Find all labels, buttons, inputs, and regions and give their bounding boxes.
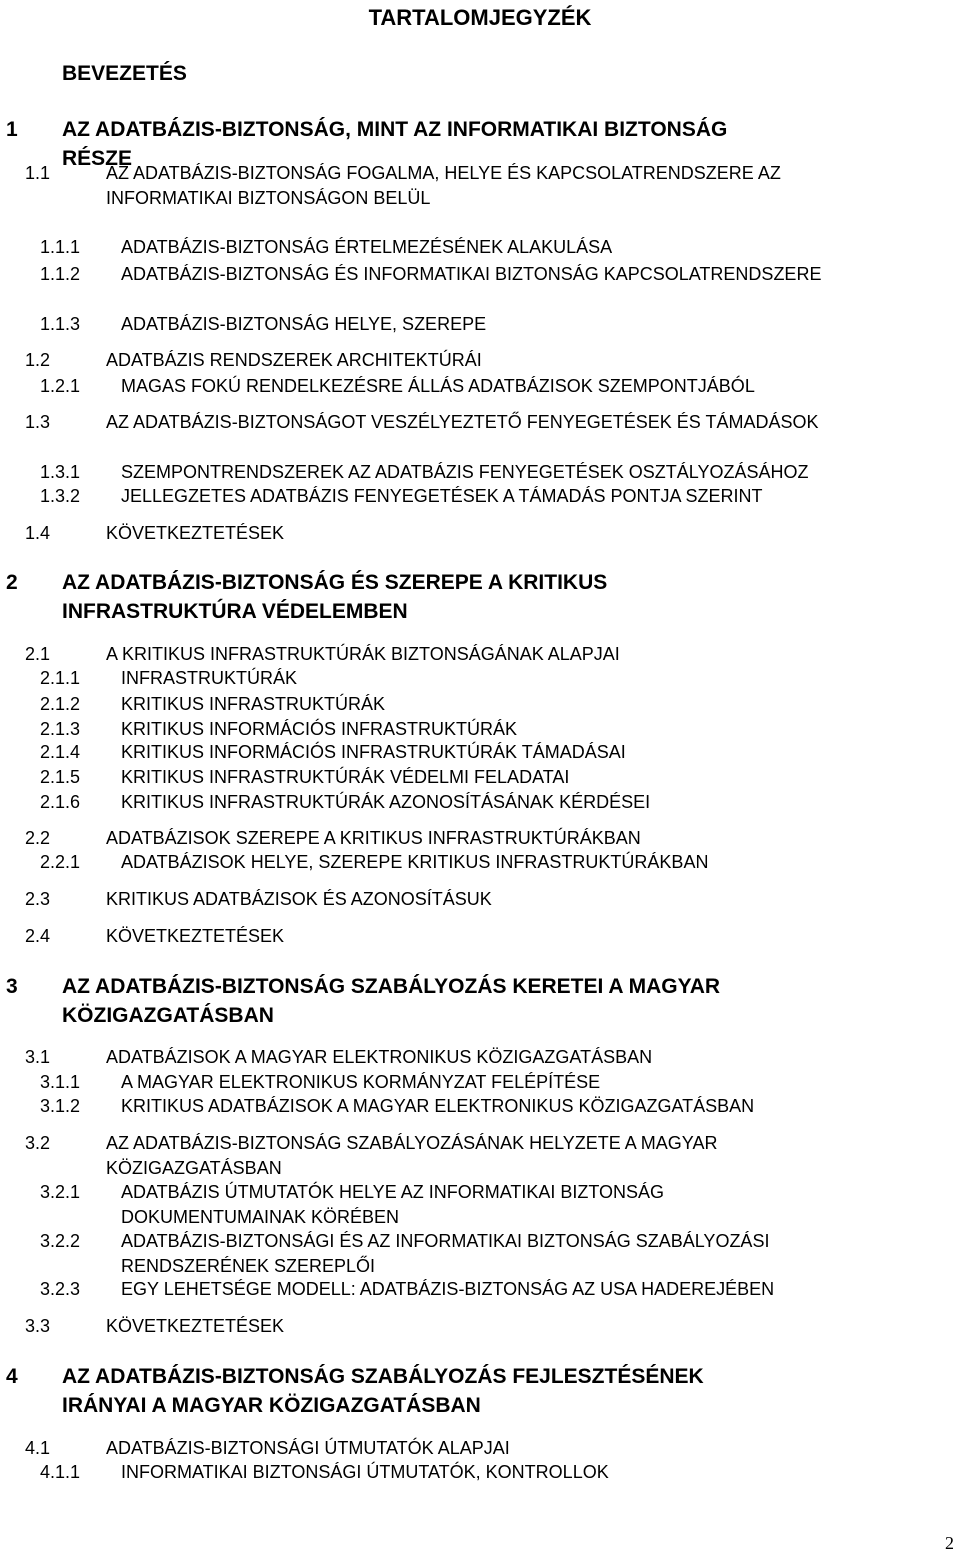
- toc-entry-line: [0, 1229, 960, 1253]
- toc-entry-number: 1.3: [25, 412, 51, 432]
- toc-entry-title: AZ ADATBÁZIS-BIZTONSÁG SZABÁLYOZÁS FEJLESZTÉSÉNEK: [62, 1365, 704, 1388]
- toc-entry-title: ADATBÁZIS-BIZTONSÁG ÉS INFORMATIKAI BIZTONSÁG KAPCSOLATRENDSZERE: [121, 264, 822, 284]
- toc-entry-title: ADATBÁZISOK SZEREPE A KRITIKUS INFRASTRUKTÚRÁKBAN: [106, 828, 641, 848]
- toc-entry-line: [0, 1045, 960, 1069]
- toc-entry-title: ADATBÁZIS-BIZTONSÁGI ÚTMUTATÓK ALAPJAI: [106, 1438, 510, 1458]
- toc-entry-line: [0, 1180, 960, 1204]
- toc-entry-line: [0, 666, 960, 690]
- toc-entry-title: ADATBÁZISOK HELYE, SZEREPE KRITIKUS INFRASTRUKTÚRÁKBAN: [121, 852, 709, 872]
- toc-entry-title: AZ ADATBÁZIS-BIZTONSÁG, MINT AZ INFORMATIKAI BIZTONSÁG: [62, 118, 728, 141]
- toc-entry-line: [0, 1004, 960, 1028]
- toc-entry-number: 3.2.2: [40, 1231, 81, 1251]
- toc-entry-line: [0, 287, 960, 311]
- toc-entry-line: [0, 161, 960, 185]
- toc-entry-title: ADATBÁZIS RENDSZEREK ARCHITEKTÚRÁI: [106, 350, 482, 370]
- toc-entry-line: [0, 1254, 960, 1278]
- toc-entry-number: 2: [6, 571, 18, 594]
- toc-entry-line: [0, 924, 960, 948]
- toc-entry-title: KRITIKUS INFORMÁCIÓS INFRASTRUKTÚRÁK TÁMADÁSAI: [121, 742, 626, 762]
- toc-entry-title: AZ ADATBÁZIS-BIZTONSÁG SZABÁLYOZÁS KERETEI A MAGYAR: [62, 975, 721, 998]
- toc-entry-number: 3.1: [25, 1047, 51, 1067]
- toc-entry-title: KÖVETKEZTETÉSEK: [106, 926, 285, 946]
- toc-entry-title: RÉSZE: [62, 147, 133, 170]
- toc-entry-line: [0, 1436, 960, 1460]
- toc-entry-title: ADATBÁZISOK A MAGYAR ELEKTRONIKUS KÖZIGAZGATÁSBAN: [106, 1047, 653, 1067]
- toc-entry-title: MAGAS FOKÚ RENDELKEZÉSRE ÁLLÁS ADATBÁZISOK SZEMPONTJÁBÓL: [121, 376, 755, 396]
- toc-entry-number: 1.1.2: [40, 264, 81, 284]
- toc-entry-line: [0, 62, 960, 86]
- toc-entry-line: [0, 850, 960, 874]
- toc-entry-title: KRITIKUS INFRASTRUKTÚRÁK VÉDELMI FELADATAI: [121, 767, 570, 787]
- toc-entry-number: 3.1.2: [40, 1096, 81, 1116]
- toc-entry-number: 3.2: [25, 1133, 51, 1153]
- toc-entry-title: RENDSZERÉNEK SZEREPLŐI: [121, 1256, 376, 1276]
- toc-entry-title: AZ ADATBÁZIS-BIZTONSÁGOT VESZÉLYEZTETŐ FENYEGETÉSEK ÉS TÁMADÁSOK: [106, 412, 819, 432]
- toc-entry-line: [0, 740, 960, 764]
- toc-entry-line: [0, 790, 960, 814]
- toc-entry-title: KRITIKUS INFRASTRUKTÚRÁK AZONOSÍTÁSÁNAK KÉRDÉSEI: [121, 792, 651, 812]
- toc-entry-line: [0, 348, 960, 372]
- toc-entry-number: 1.3.1: [40, 462, 81, 482]
- toc-entry-line: [0, 1070, 960, 1094]
- toc-entry-number: 2.1.4: [40, 742, 81, 762]
- toc-entry-title: KÖVETKEZTETÉSEK: [106, 1316, 285, 1336]
- toc-entry-number: 1.1.3: [40, 314, 81, 334]
- toc-entry-line: [0, 460, 960, 484]
- toc-entry-number: 1.1: [25, 163, 51, 183]
- toc-entry-title: SZEMPONTRENDSZEREK AZ ADATBÁZIS FENYEGETÉSEK OSZTÁLYOZÁSÁHOZ: [121, 462, 809, 482]
- toc-entry-line: [0, 1277, 960, 1301]
- toc-entry-number: 2.2.1: [40, 852, 81, 872]
- page-number: 2: [945, 1533, 954, 1553]
- toc-entry-number: 4.1.1: [40, 1462, 81, 1482]
- toc-entry-line: [0, 1205, 960, 1229]
- toc-entry-title: KÖZIGAZGATÁSBAN: [62, 1004, 274, 1027]
- toc-entry-number: 2.1.3: [40, 719, 81, 739]
- toc-entry-number: 1.1.1: [40, 237, 81, 257]
- toc-entry-title: AZ ADATBÁZIS-BIZTONSÁG SZABÁLYOZÁSÁNAK HELYZETE A MAGYAR: [106, 1133, 718, 1153]
- toc-entry-line: [0, 826, 960, 850]
- toc-entry-title: BEVEZETÉS: [62, 62, 187, 85]
- toc-entry-line: [0, 765, 960, 789]
- toc-entry-title: ADATBÁZIS ÚTMUTATÓK HELYE AZ INFORMATIKAI BIZTONSÁG: [121, 1182, 665, 1202]
- toc-entry-number: 1.3.2: [40, 486, 81, 506]
- toc-entry-number: 4.1: [25, 1438, 51, 1458]
- toc-entry-line: [0, 887, 960, 911]
- toc-entry-title: A MAGYAR ELEKTRONIKUS KORMÁNYZAT FELÉPÍTÉSE: [121, 1072, 601, 1092]
- toc-entry-number: 2.1.6: [40, 792, 81, 812]
- toc-entry-line: [0, 186, 960, 210]
- toc-entry-number: 3.1.1: [40, 1072, 81, 1092]
- toc-entry-number: 2.1.2: [40, 694, 81, 714]
- toc-entry-title: AZ ADATBÁZIS-BIZTONSÁG FOGALMA, HELYE ÉS KAPCSOLATRENDSZERE AZ: [106, 163, 781, 183]
- toc-entry-line: [0, 435, 960, 459]
- toc-entry-line: [0, 312, 960, 336]
- toc-entry-number: 1.2: [25, 350, 51, 370]
- toc-entry-number: 1: [6, 118, 18, 141]
- toc-entry-line: [0, 374, 960, 398]
- toc-entry-title: DOKUMENTUMAINAK KÖRÉBEN: [121, 1207, 400, 1227]
- toc-entry-line: [0, 717, 960, 741]
- toc-entry-number: 1.2.1: [40, 376, 81, 396]
- toc-entry-title: KRITIKUS ADATBÁZISOK ÉS AZONOSÍTÁSUK: [106, 889, 492, 909]
- toc-entry-title: KÖZIGAZGATÁSBAN: [106, 1158, 282, 1178]
- toc-entry-number: 2.1: [25, 644, 51, 664]
- toc-entry-number: 1.4: [25, 523, 51, 543]
- toc-entry-title: ADATBÁZIS-BIZTONSÁG ÉRTELMEZÉSÉNEK ALAKULÁSA: [121, 237, 613, 257]
- toc-entry-title: KÖVETKEZTETÉSEK: [106, 523, 285, 543]
- toc-entry-line: [0, 1131, 960, 1155]
- toc-entry-line: [0, 692, 960, 716]
- toc-entry-line: [0, 1365, 960, 1389]
- toc-entry-line: [0, 600, 960, 624]
- toc-entry-title: AZ ADATBÁZIS-BIZTONSÁG ÉS SZEREPE A KRITIKUS: [62, 571, 608, 594]
- toc-entry-title: INFRASTRUKTÚRA VÉDELEMBEN: [62, 600, 408, 623]
- toc-entry-title: KRITIKUS INFORMÁCIÓS INFRASTRUKTÚRÁK: [121, 719, 518, 739]
- toc-entry-number: 2.1.5: [40, 767, 81, 787]
- toc-entry-number: 4: [6, 1365, 18, 1388]
- toc-entry-title: IRÁNYAI A MAGYAR KÖZIGAZGATÁSBAN: [62, 1394, 481, 1417]
- toc-entry-number: 2.4: [25, 926, 51, 946]
- toc-entry-title: KRITIKUS ADATBÁZISOK A MAGYAR ELEKTRONIKUS KÖZIGAZGATÁSBAN: [121, 1096, 755, 1116]
- toc-entry-line: [0, 1094, 960, 1118]
- toc-entry-line: [0, 521, 960, 545]
- toc-entry-number: 3.2.3: [40, 1279, 81, 1299]
- toc-entry-line: [0, 235, 960, 259]
- toc-entry-title: JELLEGZETES ADATBÁZIS FENYEGETÉSEK A TÁMADÁS PONTJA SZERINT: [121, 486, 763, 506]
- toc-entry-number: 2.3: [25, 889, 51, 909]
- toc-entry-line: [0, 1460, 960, 1484]
- toc-entry-title: EGY LEHETSÉGE MODELL: ADATBÁZIS-BIZTONSÁG AZ USA HADEREJÉBEN: [121, 1279, 775, 1299]
- toc-entry-line: [0, 118, 960, 142]
- toc-entry-line: [0, 1314, 960, 1338]
- toc-entry-title: ADATBÁZIS-BIZTONSÁGI ÉS AZ INFORMATIKAI BIZTONSÁG SZABÁLYOZÁSI: [121, 1231, 770, 1251]
- toc-entry-number: 2.2: [25, 828, 51, 848]
- toc-entry-number: 2.1.1: [40, 668, 81, 688]
- toc-title: TARTALOMJEGYZÉK: [368, 5, 592, 30]
- toc-entry-number: 3.2.1: [40, 1182, 81, 1202]
- toc-entry-number: 3: [6, 975, 18, 998]
- toc-entry-line: [0, 262, 960, 286]
- toc-entry-title: A KRITIKUS INFRASTRUKTÚRÁK BIZTONSÁGÁNAK ALAPJAI: [106, 644, 620, 664]
- toc-entry-line: [0, 1156, 960, 1180]
- toc-entry-line: [0, 571, 960, 595]
- toc-entry-title: INFRASTRUKTÚRÁK: [121, 668, 298, 688]
- toc-entry-title: KRITIKUS INFRASTRUKTÚRÁK: [121, 694, 386, 714]
- toc-entry-title: INFORMATIKAI BIZTONSÁGON BELÜL: [106, 188, 431, 208]
- toc-entry-title: INFORMATIKAI BIZTONSÁGI ÚTMUTATÓK, KONTROLLOK: [121, 1462, 609, 1482]
- toc-entry-title: ADATBÁZIS-BIZTONSÁG HELYE, SZEREPE: [121, 314, 487, 334]
- toc-entry-line: [0, 975, 960, 999]
- toc-entry-line: [0, 1394, 960, 1418]
- toc-entry-line: [0, 642, 960, 666]
- toc-entry-line: [0, 484, 960, 508]
- toc-entry-number: 3.3: [25, 1316, 51, 1336]
- toc-entry-line: [0, 410, 960, 434]
